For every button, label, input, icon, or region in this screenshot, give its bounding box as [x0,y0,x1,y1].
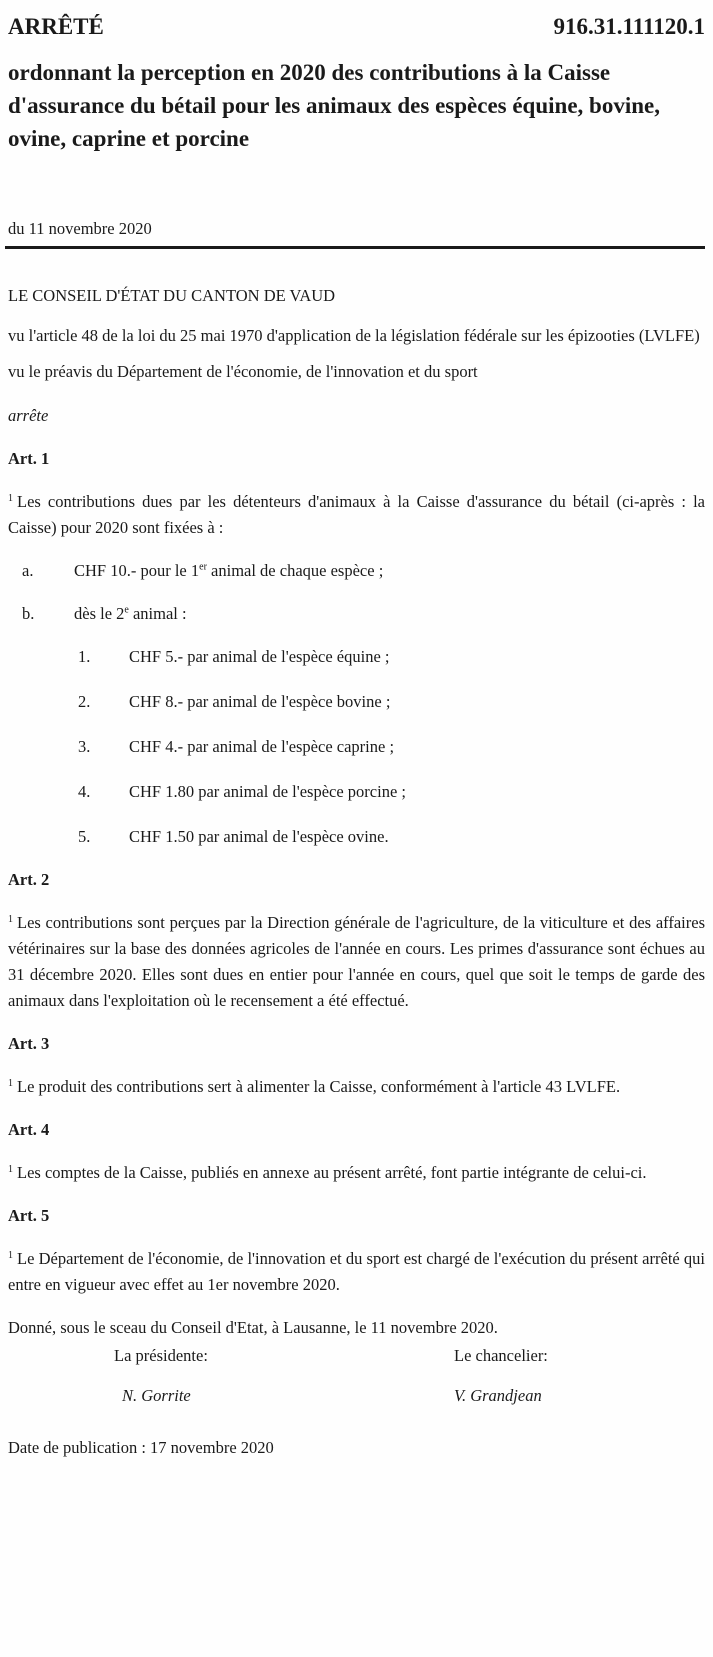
sub-item-4 [8,779,705,805]
article-1-heading: Art. 1 [8,449,50,468]
list-text [74,558,383,584]
sub-text: CHF 4.- par animal de l'espèce caprine ; [129,737,395,756]
consideration-1: vu l'article 48 de la loi du 25 mai 1970 d'application de la législation fédérale sur les épizooties (LVLFE) [8,326,700,345]
list-label: b. [22,604,35,623]
sub-label: 5. [78,827,91,846]
alinea-number: 1 [8,1077,13,1089]
header-divider [5,246,705,249]
sub-label: 4. [78,782,91,801]
list-label: a. [22,561,34,580]
article-3-paragraph [8,1074,705,1100]
list-text-post: animal : [128,604,187,623]
article-1-paragraph [8,489,705,541]
article-5-paragraph [8,1246,705,1298]
article-5-heading: Art. 5 [8,1206,50,1225]
article-1-text: Les contributions dues par les détenteurs d'animaux à la Caisse d'assurance du bétail (ci-après : la Caisse) pour 2020 sont fixées à : [8,492,705,537]
article-2-heading: Art. 2 [8,870,50,889]
list-text [74,601,187,627]
given-clause: Donné, sous le sceau du Conseil d'Etat, à Lausanne, le 11 novembre 2020. [8,1318,498,1337]
article-2-paragraph [8,910,705,1014]
list-item-b [8,601,705,627]
sub-item-1 [8,644,705,670]
article-3-heading: Art. 3 [8,1034,50,1053]
chancellor-role: Le chancelier: [454,1346,548,1365]
document-date: du 11 novembre 2020 [8,219,152,238]
document-header [8,0,705,52]
article-4-heading: Art. 4 [8,1120,50,1139]
superscript: er [199,561,207,573]
sub-text: CHF 1.50 par animal de l'espèce ovine. [129,827,389,846]
article-3-text: Le produit des contributions sert à alimenter la Caisse, conformément à l'article 43 LVLFE. [17,1077,621,1096]
superscript: e [124,604,129,616]
sub-item-2 [8,689,705,715]
enacting-formula: arrête [8,406,49,425]
article-2-text: Les contributions sont perçues par la Direction générale de l'agriculture, de la viticulture et des affaires vétérinaires sur la base des données agricoles de l'année en cours. Les primes d'assurance sont échues au 31 décembre 2020. Elles sont dues en entier pour l'année en cours, quel que soit le temps de garde des animaux dans l'exploitation où le recensement a été effectué. [8,913,705,1010]
sub-item-5 [8,824,705,850]
sub-text: CHF 8.- par animal de l'espèce bovine ; [129,692,391,711]
list-text-post: animal de chaque espèce ; [206,561,384,580]
document-title: ordonnant la perception en 2020 des contributions à la Caisse d'assurance du bétail pour les animaux des espèces équine, bovine, ovine, caprine et porcine [8,60,660,151]
chancellor-name: V. Grandjean [454,1386,542,1405]
sub-item-3 [8,734,705,760]
list-text-pre: dès le 2 [74,604,125,623]
sub-text: CHF 1.80 par animal de l'espèce porcine ; [129,782,406,801]
sub-text: CHF 5.- par animal de l'espèce équine ; [129,647,390,666]
sub-label: 1. [78,647,91,666]
consideration-2: vu le préavis du Département de l'économie, de l'innovation et du sport [8,362,478,381]
authority: LE CONSEIL D'ÉTAT DU CANTON DE VAUD [8,286,336,305]
list-item-a [8,558,705,584]
document-body [8,283,705,1461]
article-4-text: Les comptes de la Caisse, publiés en annexe au présent arrêté, font partie intégrante de celui-ci. [17,1163,647,1182]
signature-roles [8,1343,705,1369]
president-name: N. Gorrite [122,1386,191,1405]
document-page [8,0,705,1457]
document-type: ARRÊTÉ [8,14,104,39]
signature-names [8,1383,705,1409]
sub-label: 2. [78,692,91,711]
list-text-pre: CHF 10.- pour le 1 [74,561,200,580]
article-4-paragraph [8,1160,705,1186]
alinea-number: 1 [8,1249,13,1261]
president-role: La présidente: [114,1346,208,1365]
sub-label: 3. [78,737,91,756]
alinea-number: 1 [8,492,13,504]
document-number: 916.31.111120.1 [553,14,705,39]
publication-date: Date de publication : 17 novembre 2020 [8,1438,274,1457]
alinea-number: 1 [8,913,13,925]
alinea-number: 1 [8,1163,13,1175]
article-5-text: Le Département de l'économie, de l'innovation et du sport est chargé de l'exécution du présent arrêté qui entre en vigueur avec effet au 1er novembre 2020. [8,1249,705,1294]
